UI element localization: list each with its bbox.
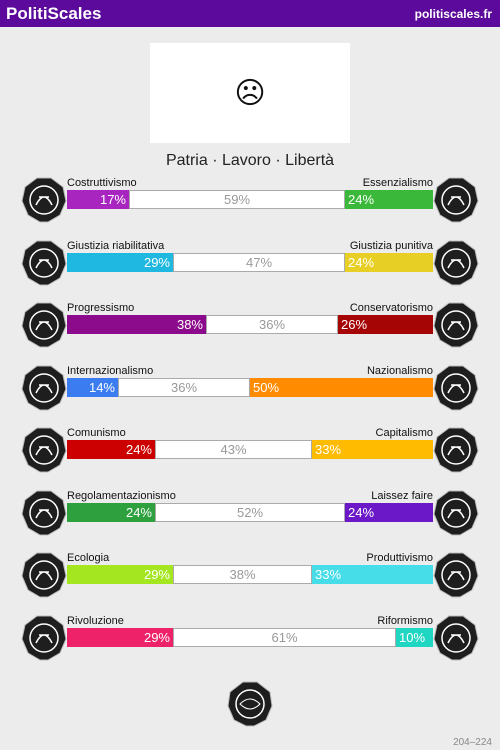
axis-right-label: Giustizia punitiva <box>349 239 433 252</box>
reformism-icon <box>433 615 479 661</box>
score-range: 204–224 <box>453 737 492 748</box>
productivism-icon <box>433 552 479 598</box>
axis-left-label: Internazionalismo <box>67 364 154 377</box>
axis-left-segment: 24% <box>67 503 155 522</box>
revolution-icon <box>21 615 67 661</box>
axis-bar <box>67 565 433 584</box>
axis-row <box>0 302 500 350</box>
axis-left-label: Regolamentazionismo <box>67 489 176 502</box>
rehabilitative-justice-icon <box>21 240 67 286</box>
progressivism-icon <box>21 302 67 348</box>
axis-left-segment: 24% <box>67 440 155 459</box>
axis-neutral-segment: 43% <box>155 440 312 459</box>
axis-right-segment: 24% <box>345 253 433 272</box>
axis-left-label: Giustizia riabilitativa <box>67 239 165 252</box>
axis-row <box>0 177 500 225</box>
essentialism-icon <box>433 177 479 223</box>
axis-neutral-segment: 47% <box>173 253 345 272</box>
axis-row <box>0 427 500 475</box>
axis-left-segment: 29% <box>67 628 173 647</box>
internationalism-icon <box>21 365 67 411</box>
axis-neutral-segment: 36% <box>118 378 250 397</box>
axis-left-segment: 29% <box>67 253 173 272</box>
axis-left-label: Costruttivismo <box>67 177 137 189</box>
axis-right-segment: 10% <box>396 628 433 647</box>
axis-row <box>0 490 500 538</box>
flag-panel <box>150 43 350 143</box>
laissez-faire-icon <box>433 490 479 536</box>
axis-left-segment: 14% <box>67 378 118 397</box>
axis-neutral-segment: 61% <box>173 628 396 647</box>
axis-left-segment: 29% <box>67 565 173 584</box>
communism-icon <box>21 427 67 473</box>
site-link[interactable]: politiscales.fr <box>414 7 492 21</box>
axis-right-label: Capitalismo <box>375 427 433 439</box>
axis-right-label: Laissez faire <box>371 489 433 502</box>
axis-neutral-segment: 36% <box>206 315 338 334</box>
axis-row <box>0 365 500 413</box>
conservatism-icon <box>433 302 479 348</box>
axis-row <box>0 615 500 663</box>
badge-icon <box>226 680 274 728</box>
punitive-justice-icon <box>433 240 479 286</box>
axis-right-label: Nazionalismo <box>366 364 433 377</box>
nationalism-icon <box>433 365 479 411</box>
axis-right-segment: 33% <box>312 565 433 584</box>
axis-right-segment: 50% <box>250 378 433 397</box>
app-title[interactable]: PolitiScales <box>6 4 102 23</box>
frown-face-icon: ☹ <box>234 75 266 111</box>
axis-bar <box>67 190 433 209</box>
axis-left-label: Comunismo <box>67 427 126 439</box>
axis-bar <box>67 378 433 397</box>
axis-bar <box>67 440 433 459</box>
slogan: Patria · Lavoro · Libertà <box>165 152 335 169</box>
header-bar <box>0 0 500 27</box>
axis-right-label: Conservatorismo <box>349 302 433 314</box>
axis-bar <box>67 503 433 522</box>
axis-neutral-segment: 38% <box>173 565 312 584</box>
axis-right-label: Produttivismo <box>366 552 433 564</box>
axis-row <box>0 240 500 288</box>
axis-neutral-segment: 52% <box>155 503 345 522</box>
axis-right-label: Essenzialismo <box>362 177 433 189</box>
axis-right-label: Riformismo <box>377 614 433 627</box>
axis-right-segment: 24% <box>345 190 433 209</box>
axis-neutral-segment: 59% <box>129 190 345 209</box>
axis-bar <box>67 315 433 334</box>
capitalism-icon <box>433 427 479 473</box>
regulation-icon <box>21 490 67 536</box>
axis-right-segment: 24% <box>345 503 433 522</box>
axis-left-segment: 38% <box>67 315 206 334</box>
axis-row <box>0 552 500 600</box>
axis-right-segment: 33% <box>312 440 433 459</box>
axis-right-segment: 26% <box>338 315 433 334</box>
axis-bar <box>67 253 433 272</box>
axis-left-label: Progressismo <box>67 302 135 314</box>
constructivism-icon <box>21 177 67 223</box>
axis-bar <box>67 628 433 647</box>
axis-left-segment: 17% <box>67 190 129 209</box>
ecology-icon <box>21 552 67 598</box>
axis-left-label: Ecologia <box>67 552 110 564</box>
axis-left-label: Rivoluzione <box>67 614 124 627</box>
